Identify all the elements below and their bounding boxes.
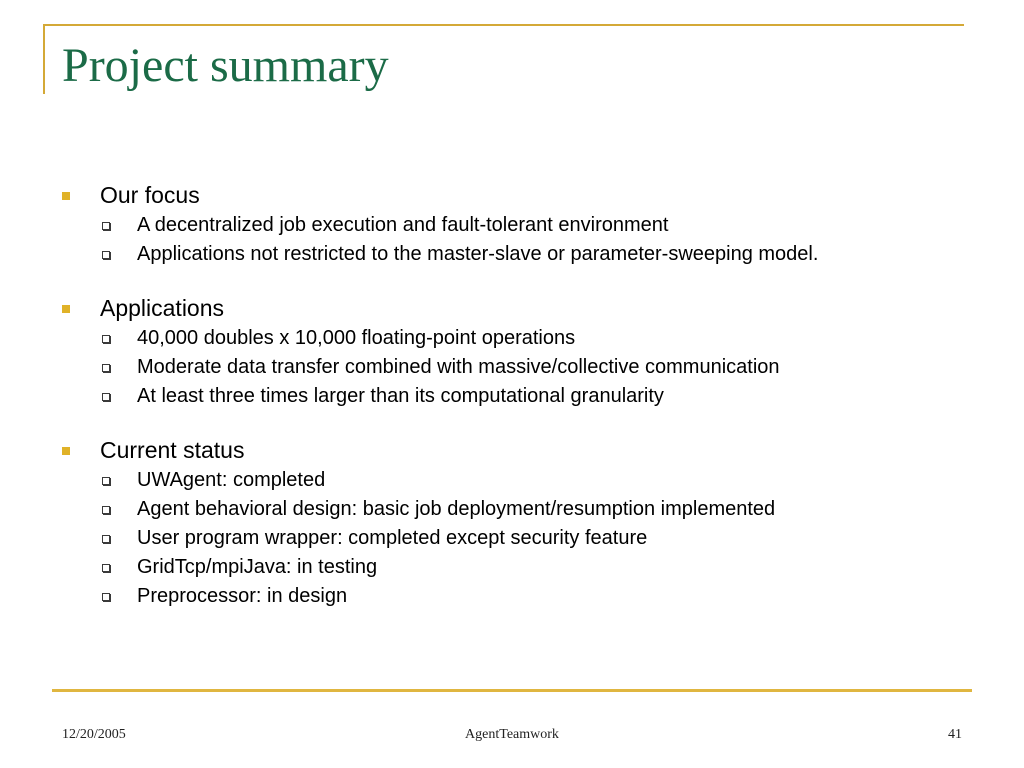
sub-list: [62, 211, 982, 269]
hollow-square-bullet-icon: [102, 593, 110, 601]
hollow-square-bullet-icon: [102, 564, 110, 572]
sub-bullet-text: At least three times larger than its computational granularity: [137, 385, 664, 407]
sub-bullet-text: User program wrapper: completed except security feature: [137, 527, 648, 549]
slide-title: Project summary: [62, 39, 389, 92]
sub-bullet-text: UWAgent: completed: [137, 469, 326, 491]
sub-bullet-text: GridTcp/mpiJava: in testing: [137, 556, 378, 578]
sub-list: [62, 324, 982, 411]
square-bullet-icon: [62, 447, 70, 455]
hollow-square-bullet-icon: [102, 364, 110, 372]
sub-bullet-item: [62, 240, 982, 269]
hollow-square-bullet-icon: [102, 335, 110, 343]
section-our-focus: [62, 180, 982, 269]
square-bullet-icon: [62, 305, 70, 313]
sub-bullet-item: [62, 324, 982, 353]
bullet-heading: Our focus: [100, 182, 200, 208]
footer-divider-line: [52, 689, 972, 692]
section-applications: [62, 293, 982, 411]
sub-bullet-item: [62, 466, 982, 495]
sub-bullet-item: [62, 382, 982, 411]
bullet-heading: Current status: [100, 437, 245, 463]
sub-bullet-text: Preprocessor: in design: [137, 585, 348, 607]
bullet-item: [62, 293, 982, 324]
sub-bullet-item: [62, 211, 982, 240]
hollow-square-bullet-icon: [102, 222, 110, 230]
frame-top-line: [43, 24, 964, 26]
section-current-status: [62, 435, 982, 611]
sub-bullet-text: 40,000 doubles x 10,000 floating-point operations: [137, 327, 576, 349]
hollow-square-bullet-icon: [102, 535, 110, 543]
footer-date: 12/20/2005: [62, 727, 126, 742]
sub-bullet-text: Applications not restricted to the master-slave or parameter-sweeping model.: [137, 243, 819, 265]
hollow-square-bullet-icon: [102, 506, 110, 514]
sub-bullet-item: [62, 582, 982, 611]
sub-bullet-item: [62, 495, 982, 524]
sub-bullet-text: Agent behavioral design: basic job deployment/resumption implemented: [137, 498, 776, 520]
sub-list: [62, 466, 982, 611]
square-bullet-icon: [62, 192, 70, 200]
bullet-item: [62, 435, 982, 466]
hollow-square-bullet-icon: [102, 251, 110, 259]
slide-content: [62, 180, 982, 635]
frame-left-line: [43, 24, 45, 94]
sub-bullet-item: [62, 353, 982, 382]
sub-bullet-text: A decentralized job execution and fault-tolerant environment: [137, 214, 669, 236]
sub-bullet-item: [62, 524, 982, 553]
footer-title: AgentTeamwork: [465, 727, 559, 742]
bullet-heading: Applications: [100, 295, 225, 321]
sub-bullet-text: Moderate data transfer combined with massive/collective communication: [137, 356, 780, 378]
hollow-square-bullet-icon: [102, 477, 110, 485]
bullet-item: [62, 180, 982, 211]
page-number: 41: [948, 727, 962, 742]
sub-bullet-item: [62, 553, 982, 582]
hollow-square-bullet-icon: [102, 393, 110, 401]
